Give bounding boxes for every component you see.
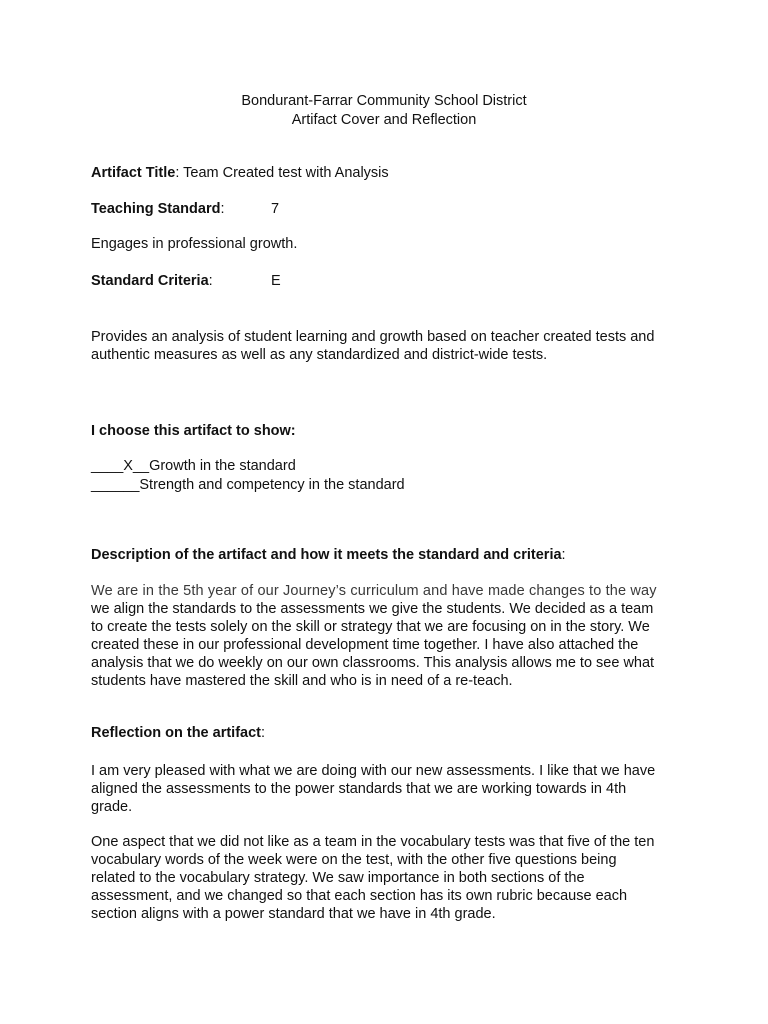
standard-criteria-row bbox=[91, 272, 213, 290]
reflection-heading-row bbox=[91, 724, 265, 742]
reflection-line: One aspect that we did not like as a team in the vocabulary tests was that five of the ten bbox=[91, 834, 655, 850]
option-strength-mark: ______ bbox=[91, 477, 140, 493]
reflection-colon: : bbox=[261, 725, 266, 741]
reflection-line: I am very pleased with what we are doing with our new assessments. I like that we have bbox=[91, 763, 656, 779]
document-subtitle: Artifact Cover and Reflection bbox=[291, 112, 477, 128]
option-growth-mark: ____X__ bbox=[91, 458, 150, 474]
description-text bbox=[91, 582, 691, 690]
description-line: created these in our professional development time together. I have also attached the bbox=[91, 637, 639, 653]
criteria-line: authentic measures as well as any standardized and district-wide tests. bbox=[91, 347, 548, 363]
artifact-title-row bbox=[91, 164, 389, 182]
reflection-line: related to the vocabulary strategy. We saw importance in both sections of the bbox=[91, 870, 585, 886]
description-line: analysis that we do weekly on our own classrooms. This analysis allows me to see what bbox=[91, 655, 655, 671]
reflection-line: vocabulary words of the week were on the test, with the other five questions being bbox=[91, 852, 617, 868]
district-name: Bondurant-Farrar Community School District bbox=[241, 93, 527, 109]
teaching-standard-label: Teaching Standard bbox=[91, 201, 221, 217]
criteria-line: Provides an analysis of student learning and growth based on teacher created tests and bbox=[91, 329, 655, 345]
reflection-paragraph-2 bbox=[91, 833, 691, 923]
teaching-standard-colon: : bbox=[220, 201, 225, 217]
description-line: we align the standards to the assessments we give the students. We decided as a team bbox=[91, 601, 654, 617]
reflection-heading: Reflection on the artifact bbox=[91, 725, 261, 741]
reflection-paragraph-1 bbox=[91, 762, 691, 816]
teaching-standard-value: 7 bbox=[271, 201, 280, 217]
standard-criteria-value: E bbox=[271, 273, 281, 289]
choose-heading: I choose this artifact to show: bbox=[91, 423, 296, 439]
reflection-line: assessment, and we changed so that each section has its own rubric because each bbox=[91, 888, 628, 904]
option-strength-text: Strength and competency in the standard bbox=[139, 477, 405, 493]
description-line: We are in the 5th year of our Journey’s curriculum and have made changes to the way bbox=[91, 583, 657, 599]
standard-description: Engages in professional growth. bbox=[91, 236, 298, 252]
artifact-title-label: Artifact Title bbox=[91, 165, 176, 181]
description-line: students have mastered the skill and who is in need of a re-teach. bbox=[91, 673, 513, 689]
option-growth bbox=[91, 457, 296, 475]
option-strength bbox=[91, 476, 405, 494]
teaching-standard-row bbox=[91, 200, 224, 218]
reflection-line: grade. bbox=[91, 799, 133, 815]
reflection-line: aligned the assessments to the power standards that we are working towards in 4th bbox=[91, 781, 627, 797]
description-heading-row bbox=[91, 546, 566, 564]
reflection-line: section aligns with a power standard that we have in 4th grade. bbox=[91, 906, 496, 922]
option-growth-text: Growth in the standard bbox=[149, 458, 296, 474]
description-colon: : bbox=[561, 547, 566, 563]
artifact-title-value: : Team Created test with Analysis bbox=[175, 165, 389, 181]
description-line: to create the tests solely on the skill or strategy that we are focusing on in the story. We bbox=[91, 619, 650, 635]
standard-criteria-colon: : bbox=[208, 273, 213, 289]
description-heading: Description of the artifact and how it meets the standard and criteria bbox=[91, 547, 562, 563]
criteria-text bbox=[91, 328, 691, 364]
standard-criteria-label: Standard Criteria bbox=[91, 273, 209, 289]
